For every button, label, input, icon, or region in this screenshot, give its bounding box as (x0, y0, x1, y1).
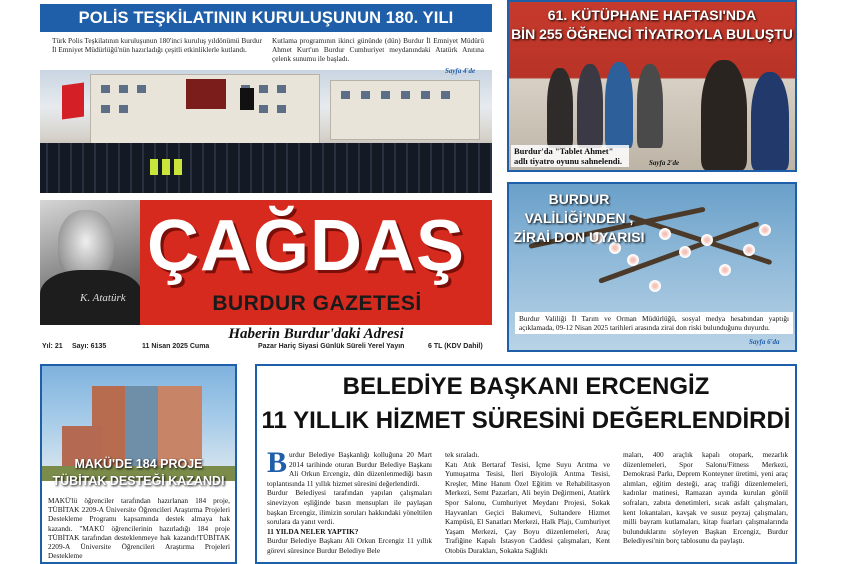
mayor-story-col2 (445, 450, 610, 556)
newspaper-title[interactable]: ÇAĞDAŞ (146, 206, 465, 286)
frost-headline-line1[interactable]: BURDUR VALİLİĞİ'NDEN , (524, 191, 634, 226)
library-photo-caption: Burdur'da "Tablet Ahmet" adlı tiyatro oyunu sahnelendi. (511, 145, 629, 167)
frost-headline-line2[interactable]: ZİRAİ DON UYARISI (513, 229, 645, 245)
issue-number: Sayı: 6135 (72, 343, 107, 350)
library-headline-line2[interactable]: BİN 255 ÖĞRENCİ TİYATROYLA BULUŞTU (511, 26, 793, 42)
side-building (330, 80, 480, 140)
police-story-text-col1: Türk Polis Teşkilatının kuruluşunun 180'inci kuruluş yıldönümü Burdur İl Emniyet Müdürlüğü'nün hazırladığı çeşitli etkinliklerle kutlandı. (52, 36, 262, 55)
turkish-flag (62, 82, 84, 119)
mayor-col1-subheading: 11 YILDA NELER YAPTIK? (267, 526, 359, 536)
police-story-page-ref[interactable]: Sayfa 4'de (445, 67, 476, 75)
mayor-col1-paragraph1: urdur Belediye Başkanlığı kolluğuna 20 Mart 2014 tarihinde oturan Burdur Belediye Başkanı Ali Orkun Ercengiz, dün düzenlenmediği basın toplantısında 11 yıllık hizmet süresini değerlendirdi. (267, 450, 432, 488)
police-story-text-col2: Kutlama programının ikinci gününde (dün) Burdur İl Emniyet Müdürü Ahmet Kurt'un Burdur Cumhuriyet meydanındaki Atatürk Anıtına çelenk sunumu ile başladı. (272, 36, 484, 64)
frost-story-page-ref[interactable]: Sayfa 6'da (749, 338, 780, 346)
police-story-headline[interactable]: POLİS TEŞKİLATININ KURULUŞUNUN 180. YILI KUTLANDI (40, 4, 492, 32)
woman-with-book (701, 60, 747, 170)
tubitak-story-text: MAKÜ'lü öğrenciler tarafından hazırlanan 184 proje, TÜBİTAK 2209-A Üniversite Öğrencileri Araştırma Projeleri Destekleme Programı kapsamında destek almaya hak kazandı. "MAKÜ öğrencilerinin hazırladığı 184 proje TÜBİTAK tarafından desteklenmeye hak kazandı!TÜBİTAK 2209-A Üniversite Öğrencileri Araştırma Projeleri Destekleme (48, 496, 230, 561)
tubitak-headline-line1[interactable]: MAKÜ'DE 184 PROJE (74, 457, 203, 471)
police-building (90, 74, 320, 144)
mayor-story-col3 (623, 450, 788, 546)
mayor-story[interactable] (255, 364, 797, 564)
ataturk-banner (186, 79, 226, 109)
student-girl (751, 72, 789, 170)
mayor-story-col1 (267, 446, 432, 556)
issue-date: 11 Nisan 2025 Cuma (142, 343, 210, 350)
mayor-col1-paragraph3: Burdur Belediye Başkanı Ali Orkun Ercengiz 11 yıllık görevi süresince Burdur Belediye Bele (267, 536, 432, 555)
tubitak-headline-line2[interactable]: TÜBİTAK DESTEĞİ KAZANDI (52, 474, 225, 488)
black-flag (240, 88, 254, 110)
issue-year: Yıl: 21 (42, 343, 63, 350)
newspaper-subtitle: BURDUR GAZETESİ (212, 292, 422, 315)
frost-story-headline[interactable] (509, 190, 649, 247)
tubitak-story[interactable] (40, 364, 237, 564)
mayor-headline-line2[interactable]: 11 YILLIK HİZMET SÜRESİNİ DEĞERLENDİRDİ (261, 407, 791, 434)
mayor-col1-paragraph2: Burdur Belediyesi tarafından yapılan çalışmaları sinevizyon eşliğinde basın mensupları ile paylaşan başkan Ercengiz, ilimizin soruları hakkındaki yöneltilen sorulara da yanıt verdi. (267, 488, 432, 527)
library-story-headline[interactable] (509, 6, 795, 44)
library-story-page-ref[interactable]: Sayfa 2'de (649, 159, 680, 167)
frost-warning-story[interactable] (507, 182, 797, 352)
publication-type: Pazar Hariç Siyasi Günlük Süreli Yerel Yayın (258, 343, 405, 350)
masthead (40, 200, 492, 342)
newspaper-slogan: Haberin Burdur'daki Adresi (140, 325, 492, 343)
mayor-dropcap: B (267, 446, 288, 479)
mayor-col2-paragraph1: tek sıraladı. (445, 450, 480, 459)
frost-story-text: Burdur Valiliği İl Tarım ve Orman Müdürlüğü, sosyal medya hesabından yaptığı açıklamada, 09-12 Nisan 2025 tarihleri arasında zirai don riski bulunduğunu duyurdu. (515, 312, 793, 334)
mayor-col3-paragraph1: maları, 400 araçlık kapalı otopark, mezarlık düzenlemeleri, Spor Salonu/Fitness Merkezi, Demokrasi Parkı, Deprem Konteyner üretimi, yeni araç alımları, eğitim desteği, araç trafiği düzenlemeleri, kadınlar matinesi, Ramazan ayında kurulan gönül sofraları, zabıta denetimleri, sıcak asfalt çalışmaları, kent lokantaları, kavşak ve susuz peyzaj çalışmaları, milli bayram kutlamaları, kitap fuarları çalışmalarında bulunduklarını söyleyen Başkan Ercengiz, Burdur Belediyesi'nin borç tablosunu da paylaştı. (623, 450, 788, 546)
library-headline-line1[interactable]: 61. KÜTÜPHANE HAFTASI'NDA (547, 7, 757, 23)
police-officers-crowd (40, 143, 492, 193)
tubitak-story-headline[interactable] (42, 456, 235, 490)
mayor-col2-paragraph2: Katı Atık Bertaraf Tesisi, İçme Suyu Arıtma ve Yumuşatma Tesisi, İleri Biyolojik Arıtma Tesisi, Kreşler, Mine Hanım Özel Eğitim ve Rehabilitasyon Merkezi, Semt Pazarları, Ali beyin Değirmeni, Atatürk Spor Salonu, Cumhuriyet Meydanı Projesi, Sokak Hayvanları Geçici Bakımevi, Sultandere Hizmet Kampüsü, El Sanatları Merkezi, Halk Plajı, Cumhuriyet Yaşam Merkezi, Çay Boyu düzenlemeleri, Araç Trafiğine Kapalı İstasyon Caddesi çalışmaları, Kent Otobüs Durakları, Sokakta Sağlıklı (445, 459, 610, 555)
issue-price: 6 TL (KDV Dahil) (428, 343, 483, 350)
issue-info-bar (40, 343, 492, 353)
ataturk-signature: K. Atatürk (80, 292, 126, 304)
police-anniversary-story[interactable] (40, 0, 492, 193)
mayor-headline-line1[interactable]: BELEDİYE BAŞKANI ERCENGİZ (342, 373, 710, 400)
police-ceremony-photo (40, 70, 492, 193)
library-week-story[interactable] (507, 0, 797, 172)
